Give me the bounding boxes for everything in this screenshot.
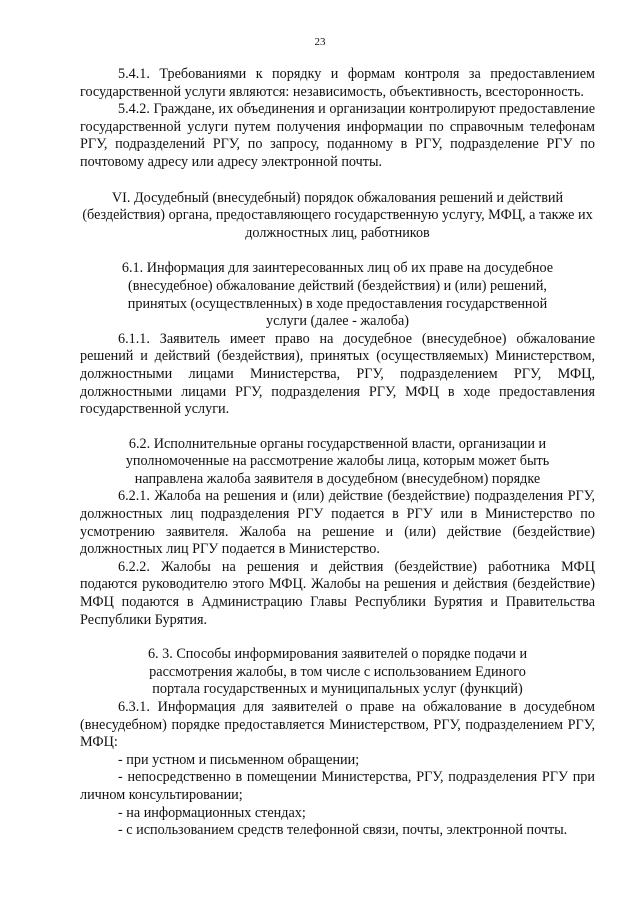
spacer: [80, 419, 595, 436]
paragraph-6-2-1: 6.2.1. Жалоба на решения и (или) действие (бездействие) подразделения РГУ, должностных лиц подразделения РГУ подается в РГУ или в Министерство по усмотрению заявителя. Жалоба на решение и (или) действие (бездействие) должностных лиц РГУ подается в Министерство.: [80, 488, 595, 558]
subsection-6-2-heading: 6.2. Исполнительные органы государственной власти, организации и уполномоченные на рассмотрение жалобы лица, которым может быть направлена жалоба заявителя в досудебном (внесудебном) порядке: [125, 435, 550, 487]
spacer: [80, 629, 595, 646]
document-body: [80, 66, 595, 840]
section-6-heading: VI. Досудебный (внесудебный) порядок обжалования решений и действий (бездействия) органа, предоставляющего государственную услугу, МФЦ, а также их должностных лиц, работников: [82, 189, 593, 241]
list-item: - при устном и письменном обращении;: [118, 751, 360, 768]
spacer: [80, 172, 595, 190]
paragraph-5-4-2: 5.4.2. Граждане, их объединения и организации контролируют предоставление государственной услуги путем получения информации по справочным телефонам РГУ, подразделений РГУ, по запросу, поданному в РГУ, подразделение РГУ по почтовому адресу или адресу электронной почты.: [80, 101, 595, 170]
subsection-6-3-heading: 6. 3. Способы информирования заявителей о порядке подачи и рассмотрения жалобы, в том числе с использованием Единого портала государственных и муниципальных услуг (функций): [147, 646, 528, 698]
paragraph-5-4-1: 5.4.1. Требованиями к порядку и формам контроля за предоставлением государственной услуги являются: независимость, объективность, всесторонность.: [80, 66, 595, 100]
paragraph-6-3-1: 6.3.1. Информация для заявителей о праве на обжалование в досудебном (внесудебном) порядке предоставляется Министерством, РГУ, подразделением РГУ, МФЦ:: [80, 699, 595, 751]
subsection-6-1-heading: 6.1. Информация для заинтересованных лиц об их праве на досудебное (внесудебное) обжалование действий (бездействия) и (или) решений, принятых (осуществленных) в ходе предоставления государственной услуги (далее - жалоба): [121, 260, 554, 330]
list-item: - непосредственно в помещении Министерства, РГУ, подразделения РГУ при личном консультировании;: [80, 769, 595, 803]
paragraph-6-2-2: 6.2.2. Жалобы на решения и действия (бездействие) работника МФЦ подаются руководителю этого МФЦ. Жалобы на решения и действия (бездействие) МФЦ подаются в Администрацию Главы Республики Бурятия и Правительства Республики Бурятия.: [80, 558, 595, 628]
paragraph-6-1-1: 6.1.1. Заявитель имеет право на досудебное (внесудебное) обжалование решений и действий (бездействия), принятых (осуществляемых) Министерством, должностными лицами Министерства, РГУ, подразделением РГУ, МФЦ, должностными лицами РГУ, подразделения РГУ, МФЦ в ходе предоставления государственной услуги.: [80, 330, 595, 418]
page-number: 23: [314, 36, 326, 48]
list-item: - на информационных стендах;: [118, 804, 306, 821]
spacer: [80, 242, 595, 260]
list-item: - с использованием средств телефонной связи, почты, электронной почты.: [118, 822, 568, 839]
